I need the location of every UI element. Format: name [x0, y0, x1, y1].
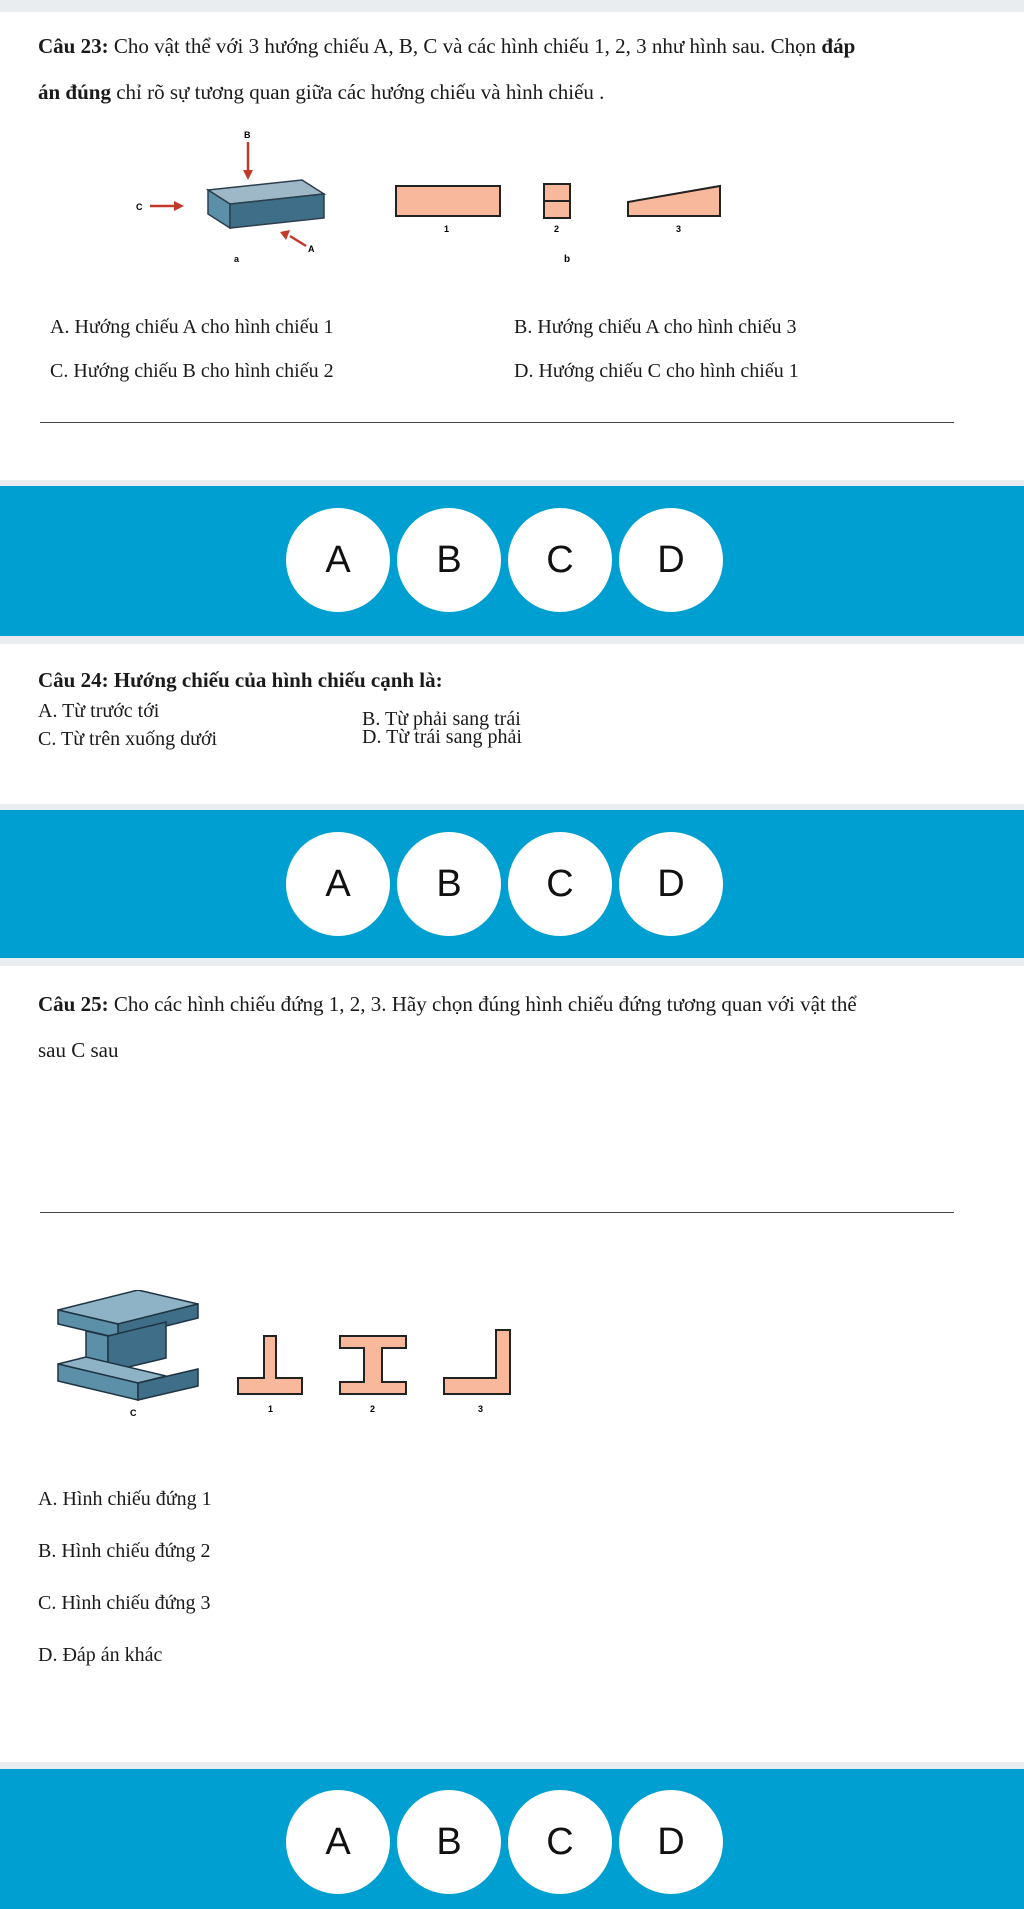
q23-choice-d[interactable]: D: [619, 508, 723, 612]
q23-option-d: D. Hướng chiếu C cho hình chiếu 1: [514, 360, 799, 382]
divider: [40, 422, 954, 423]
projection-2-label: 2: [554, 224, 560, 234]
q23-option-c: C. Hướng chiếu B cho hình chiếu 2: [50, 360, 334, 382]
q24-choice-d[interactable]: D: [619, 832, 723, 936]
label-C: C: [130, 1408, 137, 1418]
label-b: b: [564, 254, 571, 265]
projection-3-shape: [444, 1330, 510, 1394]
q24-choice-a[interactable]: A: [286, 832, 390, 936]
q25-choice-a[interactable]: A: [286, 1790, 390, 1894]
question-23-figure-a: [130, 128, 350, 268]
question-24-text: Câu 24: Hướng chiếu của hình chiếu cạnh là:: [38, 668, 443, 692]
q23-choice-b[interactable]: B: [397, 508, 501, 612]
label-A: A: [308, 244, 315, 254]
q25-choice-d[interactable]: D: [619, 1790, 723, 1894]
projection-3-label: 3: [676, 224, 682, 234]
q23-choice-c[interactable]: C: [508, 508, 612, 612]
q24-option-a: A. Từ trước tới: [38, 700, 160, 722]
question-25-text-line2: sau C sau: [38, 1038, 119, 1062]
label-B: B: [244, 130, 251, 140]
q23-choice-a[interactable]: A: [286, 508, 390, 612]
projection-2-label: 2: [370, 1404, 376, 1414]
projection-3-label: 3: [478, 1404, 484, 1414]
projection-1-shape: [238, 1336, 302, 1394]
q25-choice-c[interactable]: C: [508, 1790, 612, 1894]
question-23-text-line2: án đúng chỉ rõ sự tương quan giữa các hướng chiếu và hình chiếu .: [38, 80, 605, 104]
q24-choice-b[interactable]: B: [397, 832, 501, 936]
q25-option-a: A. Hình chiếu đứng 1: [38, 1488, 212, 1510]
question-25-projections: [234, 1326, 544, 1420]
q24-option-c: C. Từ trên xuống dưới: [38, 728, 218, 750]
projection-1-shape: [396, 186, 500, 216]
q25-option-d: D. Đáp án khác: [38, 1644, 163, 1666]
q25-option-b: B. Hình chiếu đứng 2: [38, 1540, 211, 1562]
q23-option-b: B. Hướng chiếu A cho hình chiếu 3: [514, 316, 797, 338]
q24-option-d: D. Từ trái sang phải: [362, 726, 522, 748]
label-C: C: [136, 202, 143, 212]
q24-choice-c[interactable]: C: [508, 832, 612, 936]
divider: [40, 1212, 954, 1213]
question-23-text: Câu 23: Cho vật thể với 3 hướng chiếu A, B, C và các hình chiếu 1, 2, 3 như hình sau. Chọn đáp: [38, 34, 856, 58]
question-23-label: Câu 23:: [38, 34, 109, 58]
question-25-label: Câu 25:: [38, 992, 109, 1016]
q24-option-b: B. Từ phải sang trái: [362, 708, 521, 730]
question-23-figure-b: [390, 176, 740, 272]
projection-1-label: 1: [268, 1404, 274, 1414]
question-25-text: Câu 25: Cho các hình chiếu đứng 1, 2, 3. Hãy chọn đúng hình chiếu đứng tương quan với vật thể: [38, 992, 857, 1016]
projection-3-shape: [628, 186, 720, 216]
projection-1-label: 1: [444, 224, 450, 234]
question-25-figure-c: [48, 1290, 208, 1420]
q23-option-a: A. Hướng chiếu A cho hình chiếu 1: [50, 316, 334, 338]
projection-2-shape: [340, 1336, 406, 1394]
label-a: a: [234, 254, 240, 264]
q25-option-c: C. Hình chiếu đứng 3: [38, 1592, 211, 1614]
q25-choice-b[interactable]: B: [397, 1790, 501, 1894]
